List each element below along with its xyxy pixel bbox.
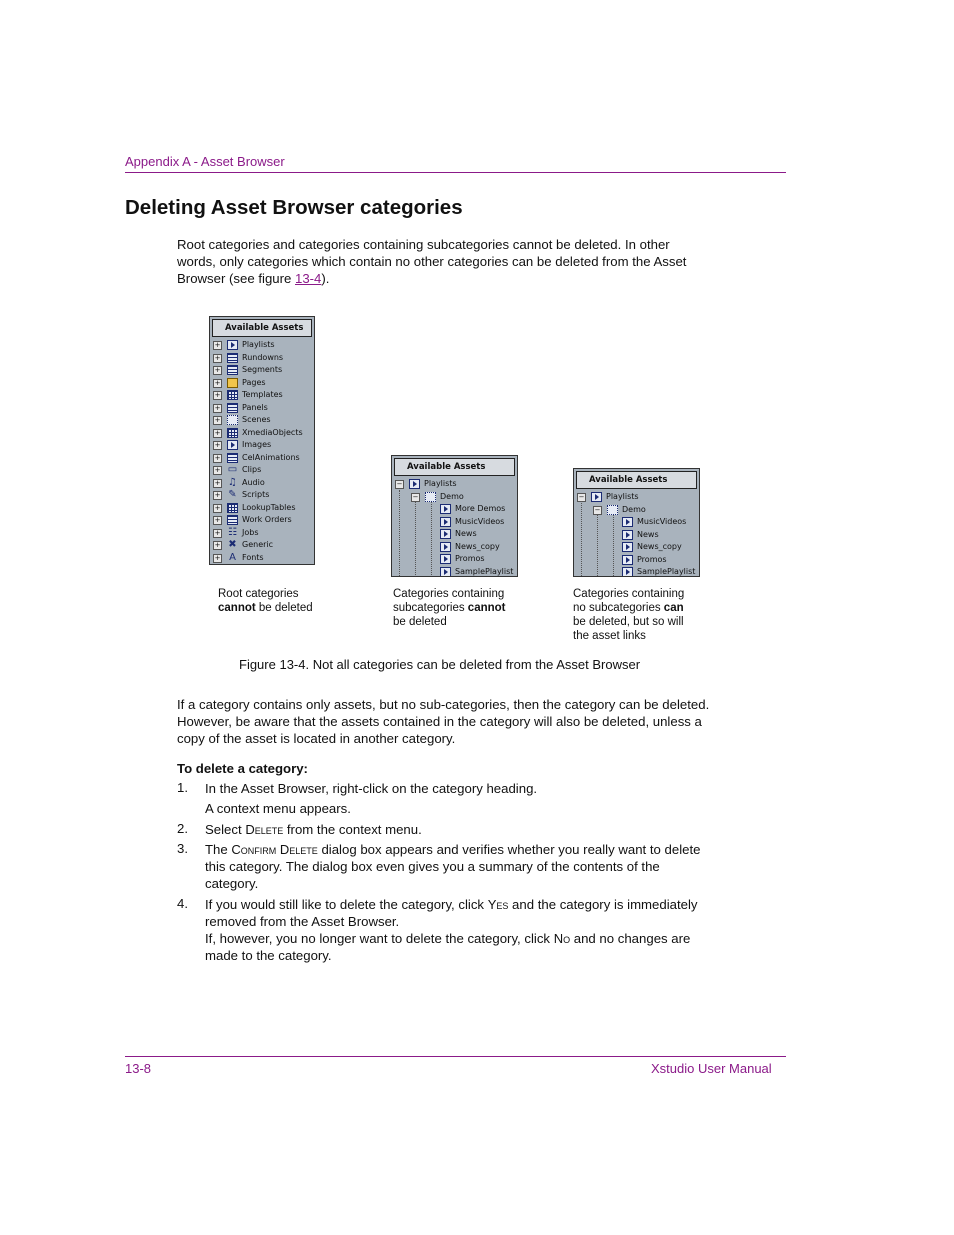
tree-item[interactable] [210, 502, 314, 515]
tree-item[interactable] [210, 377, 314, 390]
playlist-icon [622, 517, 633, 527]
caption-right [573, 587, 684, 643]
playlist-icon [440, 567, 451, 577]
expand-icon[interactable]: + [214, 528, 221, 537]
header-rule [125, 172, 786, 173]
expand-icon[interactable]: + [214, 553, 221, 562]
intro-line: words, only categories which contain no other categories can be deleted from the Asset [177, 254, 687, 269]
expand-icon[interactable]: + [214, 378, 221, 387]
intro-line: Root categories and categories containing subcategories cannot be deleted. In other [177, 237, 670, 252]
image-icon [227, 440, 238, 450]
expand-icon[interactable]: + [214, 366, 221, 374]
tree-item-label: News [455, 529, 477, 538]
page-icon [227, 378, 238, 388]
scene-icon [425, 492, 436, 502]
tree-item[interactable] [210, 352, 314, 365]
page-number: 13-8 [125, 1061, 152, 1076]
playlist-icon [591, 492, 602, 502]
procedure-heading: To delete a category: [177, 761, 308, 776]
step-number: 1. [177, 780, 188, 795]
step-line: made to the category. [205, 948, 332, 963]
collapse-icon[interactable]: − [594, 505, 601, 514]
tree-item[interactable] [210, 427, 314, 440]
intro-paragraph [177, 236, 737, 287]
tree-item[interactable] [210, 414, 314, 427]
body-line: If a category contains only assets, but no sub-categories, then the category can be deleted. [177, 697, 710, 712]
tree-item[interactable] [210, 552, 314, 565]
tree-item-label: Audio [242, 477, 265, 487]
expand-icon[interactable]: + [214, 441, 221, 449]
tree-item-label: More Demos [455, 504, 506, 513]
tree-item[interactable] [210, 489, 314, 502]
playlist-icon [227, 340, 238, 350]
tree-item-label: Segments [242, 365, 283, 374]
tree-guide-line [613, 515, 614, 577]
tree-item[interactable] [210, 464, 314, 477]
right-assets-panel [573, 468, 700, 577]
audio-icon: ♫ [228, 476, 237, 488]
expand-icon[interactable]: + [214, 541, 221, 549]
step-4 [205, 896, 745, 964]
scene-icon [227, 415, 238, 425]
clip-icon: ▭ [227, 464, 238, 475]
step-text: The [205, 842, 232, 857]
step-number: 4. [177, 896, 188, 911]
figure-caption: Figure 13-4. Not all categories can be deleted from the Asset Browser [239, 657, 641, 672]
tree-item[interactable] [574, 504, 699, 517]
scene-icon [607, 505, 618, 515]
step-number: 3. [177, 841, 188, 856]
rundown-icon [227, 353, 238, 363]
tree-item-label: Clips [242, 465, 262, 474]
tree-item-label: Images [242, 440, 272, 449]
tree-item-label: LookupTables [242, 502, 296, 512]
middle-assets-panel [391, 455, 518, 577]
caption-line [393, 601, 506, 615]
tree-item[interactable] [392, 503, 517, 516]
step-number: 2. [177, 821, 188, 836]
template-icon [227, 390, 238, 400]
body-paragraph [177, 696, 747, 747]
workorder-icon [227, 515, 238, 525]
caption-line: Root categories [218, 588, 299, 600]
step-line: category. [205, 876, 259, 891]
tree-guide-line [415, 502, 416, 577]
panel-header: Available Assets [212, 319, 312, 337]
step-1 [205, 780, 745, 817]
playlist-icon [622, 555, 633, 565]
tree-item-label: Promos [455, 554, 485, 563]
step-note: A context menu appears. [205, 801, 351, 816]
collapse-icon[interactable]: − [578, 493, 585, 501]
tree-item[interactable] [210, 364, 314, 377]
body-line: copy of the asset is located in another category. [177, 731, 456, 746]
step-text: and the category is immediately [508, 897, 698, 912]
tree-item-label: SamplePlaylist [455, 566, 514, 576]
root-tree [210, 339, 314, 564]
playlist-icon [440, 504, 451, 514]
job-icon: ☷ [228, 526, 237, 538]
panel-header: Available Assets [394, 458, 515, 476]
expand-icon[interactable]: + [214, 428, 221, 437]
tree-item[interactable] [210, 389, 314, 402]
tree-item[interactable] [210, 439, 314, 452]
expand-icon[interactable]: + [214, 341, 221, 349]
expand-icon[interactable]: + [214, 478, 221, 487]
tree-item-label: Generic [242, 540, 274, 549]
tree-item[interactable] [210, 452, 314, 465]
running-header: Appendix A - Asset Browser [125, 154, 285, 169]
expand-icon[interactable]: + [214, 503, 221, 512]
tree-item[interactable] [574, 529, 699, 542]
tree-item[interactable] [210, 477, 314, 490]
tree-guide-line [581, 503, 582, 577]
step-text: and no changes are [570, 931, 691, 946]
collapse-icon[interactable]: − [412, 492, 419, 501]
tree-item[interactable] [574, 491, 699, 504]
caption-emphasis: can [663, 602, 684, 614]
expand-icon[interactable]: + [214, 491, 221, 499]
tree-item-label: Work Orders [242, 515, 292, 524]
tree-guide-line [399, 490, 400, 577]
expand-icon[interactable]: + [214, 391, 221, 399]
step-text: If you would still like to delete the category, click [205, 897, 488, 912]
caption-root [218, 587, 313, 615]
expand-icon[interactable]: + [214, 453, 221, 462]
caption-line: Categories containing [393, 588, 505, 600]
step-line [205, 896, 745, 913]
footer-rule [125, 1056, 786, 1057]
script-icon: ✎ [228, 489, 237, 500]
tree-item-label: Playlists [606, 492, 639, 501]
playlist-icon [440, 517, 451, 527]
caption-text: no subcategories [573, 602, 664, 614]
tree-item-label: MusicVideos [637, 517, 687, 526]
tree-item[interactable] [574, 554, 699, 567]
caption-emphasis: cannot [467, 602, 506, 614]
step-text: dialog box appears and verifies whether you really want to delete [317, 842, 701, 857]
middle-tree [392, 478, 517, 577]
lookuptable-icon [227, 503, 238, 513]
body-line: However, be aware that the assets contained in the category will also be deleted, unless a [177, 714, 702, 729]
tree-item[interactable] [574, 566, 699, 577]
command-name: Delete [245, 822, 284, 837]
tree-item-label: Demo [622, 504, 646, 514]
command-name: Yes [487, 897, 509, 912]
tree-item-label: CelAnimations [242, 452, 300, 462]
tree-item-label: Templates [242, 390, 283, 399]
tree-item-label: Demo [440, 491, 464, 501]
playlist-icon [409, 479, 420, 489]
tree-item-label: Scenes [242, 415, 271, 424]
playlist-icon [622, 567, 633, 577]
tree-item[interactable] [210, 539, 314, 552]
caption-line: be deleted [393, 616, 447, 628]
step-text: Select [205, 822, 246, 837]
manual-title: Xstudio User Manual [651, 1061, 772, 1076]
caption-text: subcategories [393, 602, 468, 614]
step-line: removed from the Asset Browser. [205, 914, 400, 929]
playlist-icon [622, 542, 633, 552]
tree-item[interactable] [210, 514, 314, 527]
tree-item[interactable] [574, 516, 699, 529]
expand-icon[interactable]: + [214, 516, 221, 524]
tree-item[interactable] [574, 541, 699, 554]
tree-item[interactable] [210, 339, 314, 352]
tree-item-label: Fonts [242, 552, 264, 562]
tree-guide-line [597, 515, 598, 577]
playlist-icon [440, 554, 451, 564]
intro-text: ). [321, 271, 330, 286]
tree-item-label: Playlists [242, 340, 275, 349]
step-line: In the Asset Browser, right-click on the category heading. [205, 781, 538, 796]
tree-item[interactable] [210, 402, 314, 415]
tree-item-label: News_copy [455, 541, 500, 551]
tree-item[interactable] [392, 478, 517, 491]
caption-line [573, 601, 684, 615]
step-text: If, however, you no longer want to delete the category, click [205, 931, 554, 946]
step-2 [205, 821, 745, 838]
tree-item[interactable] [392, 553, 517, 566]
intro-text: Browser (see figure [177, 271, 295, 286]
tree-item-label: News_copy [637, 542, 682, 551]
tree-item-label: XmediaObjects [242, 427, 303, 437]
step-text: from the context menu. [283, 822, 422, 837]
page-title: Deleting Asset Browser categories [125, 196, 463, 219]
generic-icon: ✖ [228, 539, 237, 550]
step-line: this category. The dialog box even gives you a summary of the contents of the [205, 859, 660, 874]
caption-middle [393, 587, 506, 629]
tree-item[interactable] [392, 541, 517, 554]
tree-item-label: Jobs [242, 527, 259, 537]
step-3 [205, 841, 745, 892]
command-name: Confirm Delete [231, 842, 318, 857]
expand-icon[interactable]: + [214, 403, 221, 412]
command-name: No [553, 931, 571, 946]
tree-item-label: Panels [242, 402, 268, 412]
tree-item-label: Rundowns [242, 352, 284, 362]
tree-item-label: Promos [637, 554, 667, 564]
caption-line [218, 601, 313, 615]
tree-item[interactable] [392, 566, 517, 578]
caption-line: be deleted, but so will [573, 616, 684, 628]
collapse-icon[interactable]: − [396, 480, 403, 488]
tree-item-label: SamplePlaylist [637, 567, 696, 576]
playlist-icon [440, 542, 451, 552]
step-line [205, 841, 745, 858]
right-tree [574, 491, 699, 577]
tree-item[interactable] [392, 516, 517, 529]
caption-emphasis: cannot [218, 602, 256, 614]
caption-line: Categories containing [573, 588, 685, 600]
tree-item-label: Pages [242, 377, 266, 387]
panel-header: Available Assets [576, 471, 697, 489]
expand-icon[interactable]: + [214, 353, 221, 362]
tree-item-label: Playlists [424, 479, 457, 488]
expand-icon[interactable]: + [214, 466, 221, 474]
caption-line: the asset links [573, 630, 646, 642]
xmedia-icon [227, 428, 238, 438]
panel-icon [227, 403, 238, 413]
tree-item[interactable] [210, 527, 314, 540]
intro-line [177, 270, 737, 287]
playlist-icon [622, 530, 633, 540]
expand-icon[interactable]: + [214, 416, 221, 424]
tree-item[interactable] [392, 528, 517, 541]
tree-item[interactable] [392, 491, 517, 504]
figure-link[interactable]: 13-4 [295, 271, 322, 286]
step-line [205, 930, 745, 947]
tree-item-label: Scripts [242, 490, 270, 499]
tree-guide-line [431, 502, 432, 577]
root-assets-panel [209, 316, 315, 565]
tree-item-label: MusicVideos [455, 516, 505, 526]
font-icon: A [229, 551, 236, 563]
celanimation-icon [227, 453, 238, 463]
segment-icon [227, 365, 238, 375]
playlist-icon [440, 529, 451, 539]
caption-text: be deleted [255, 602, 313, 614]
tree-item-label: News [637, 529, 659, 539]
